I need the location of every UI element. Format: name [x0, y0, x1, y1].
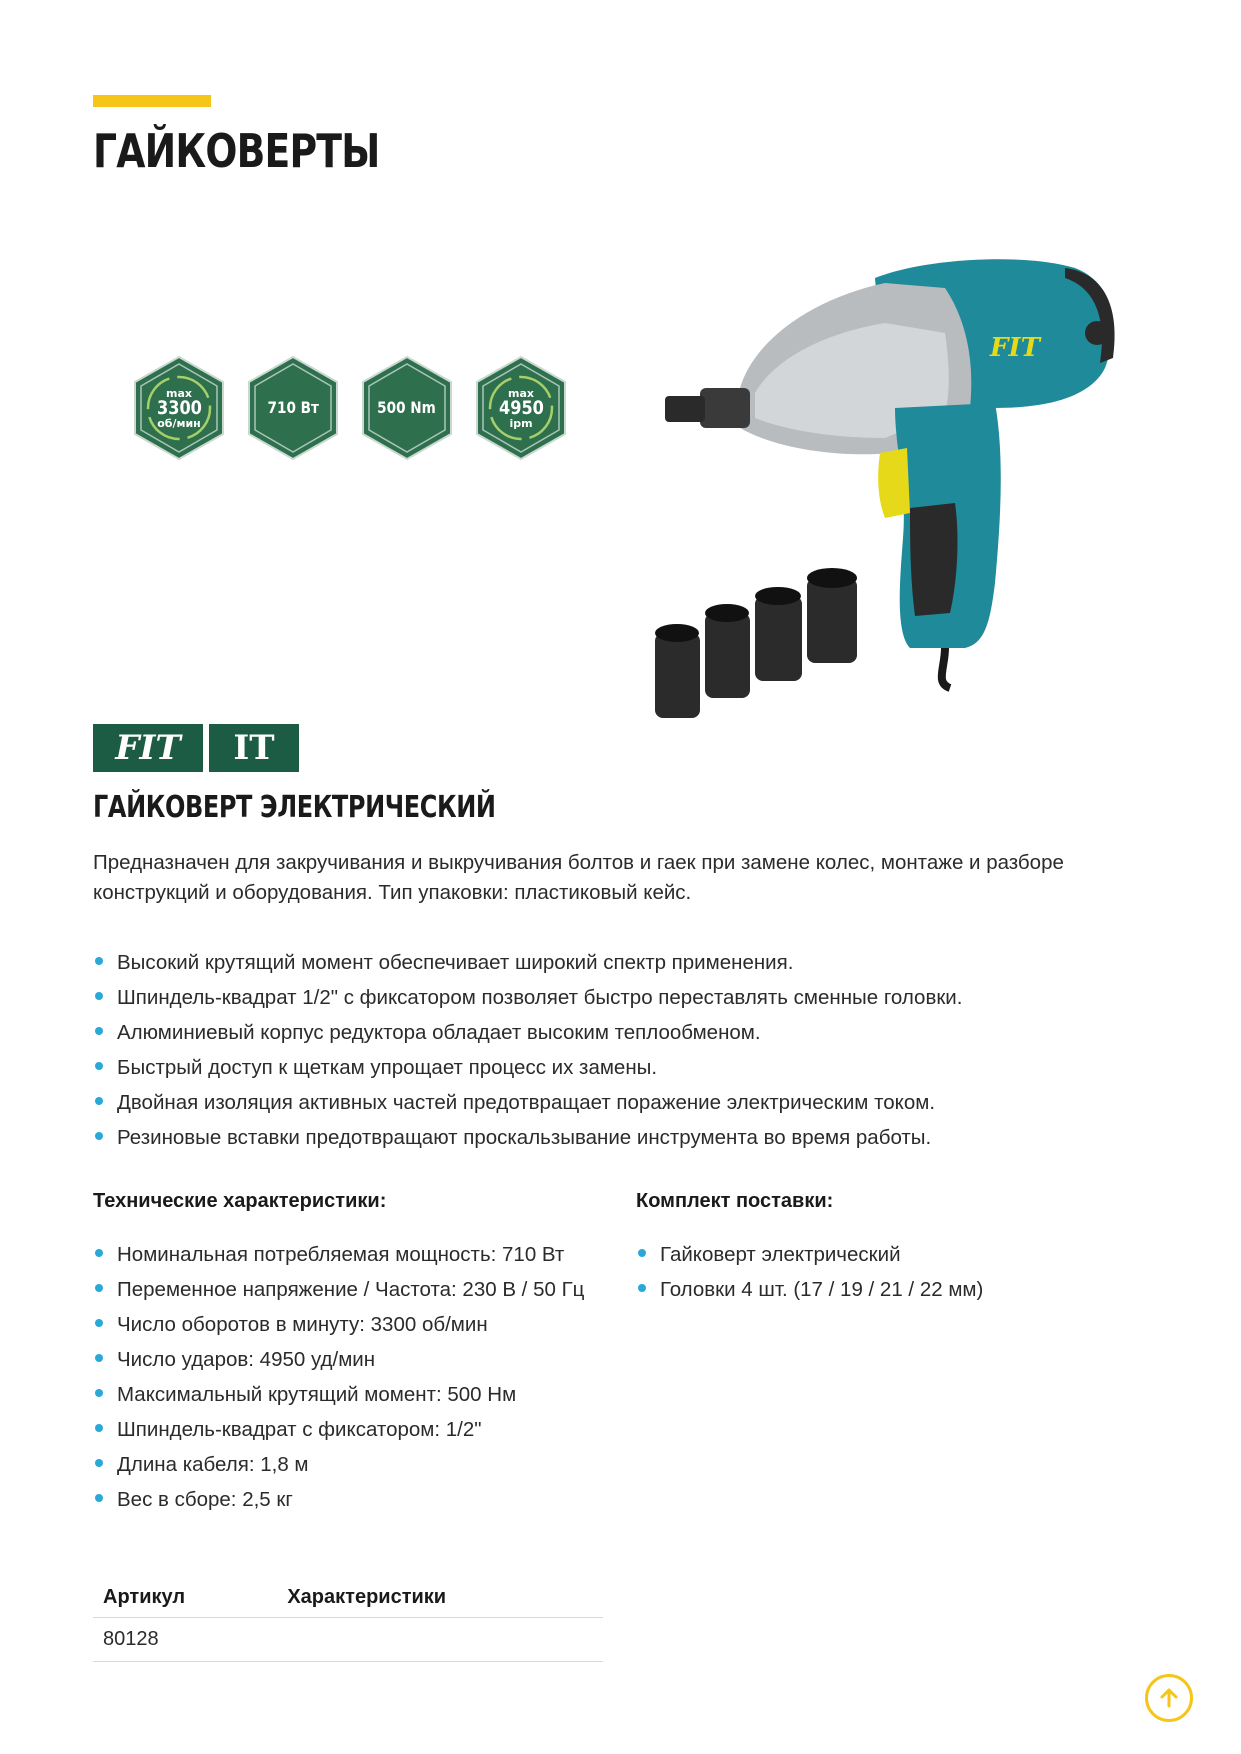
badge-speed [132, 355, 226, 461]
column-header-specs: Характеристики [277, 1578, 603, 1618]
badge-impacts-top: max [508, 386, 534, 400]
list-item: Номинальная потребляемая мощность: 710 Вт [93, 1237, 613, 1272]
badge-speed-value: 3300 [156, 396, 202, 419]
badge-speed-top: max [166, 386, 192, 400]
table-row [93, 1618, 603, 1662]
table-header-row [93, 1578, 603, 1618]
fit-logo: FIT [93, 724, 203, 772]
kit-heading: Комплект поставки: [636, 1190, 834, 1212]
list-item: Головки 4 шт. (17 / 19 / 21 / 22 мм) [636, 1272, 1156, 1307]
list-item: Число ударов: 4950 уд/мин [93, 1342, 613, 1377]
feature-badges [132, 355, 568, 461]
article-table [93, 1578, 603, 1662]
badge-speed-unit: об/мин [157, 416, 201, 430]
list-item: Вес в сборе: 2,5 кг [93, 1482, 613, 1517]
list-item: Длина кабеля: 1,8 м [93, 1447, 613, 1482]
badge-impacts-unit: ipm [509, 416, 533, 430]
title-accent-bar [93, 95, 211, 107]
specs-heading: Технические характеристики: [93, 1190, 387, 1212]
product-title: ГАЙКОВЕРТ ЭЛЕКТРИЧЕСКИЙ [93, 790, 496, 825]
page-title: ГАЙКОВЕРТЫ [93, 124, 380, 178]
list-item: Алюминиевый корпус редуктора обладает высоким теплообменом. [93, 1015, 1143, 1050]
column-header-article: Артикул [93, 1578, 277, 1618]
badge-power-value: 710 Вт [267, 398, 319, 417]
product-description: Предназначен для закручивания и выкручивания болтов и гаек при замене колес, монтаже и разборе конструкций и оборудования. Тип упаковки: пластиковый кейс. [93, 851, 1064, 904]
list-item: Максимальный крутящий момент: 500 Нм [93, 1377, 613, 1412]
arrow-up-icon [1156, 1685, 1182, 1711]
impact-wrench-image [645, 238, 1140, 733]
scroll-top-button[interactable] [1145, 1674, 1193, 1722]
list-item: Шпиндель-квадрат 1/2" с фиксатором позволяет быстро переставлять сменные головки. [93, 980, 1143, 1015]
badge-torque [360, 355, 454, 461]
badge-impacts [474, 355, 568, 461]
svg-text:FIT: FIT [990, 333, 1040, 363]
list-item: Гайковерт электрический [636, 1237, 1156, 1272]
list-item: Высокий крутящий момент обеспечивает широкий спектр применения. [93, 945, 1143, 980]
feature-list [93, 945, 1143, 1155]
specs-list [93, 1237, 613, 1517]
list-item: Резиновые вставки предотвращают проскальзывание инструмента во время работы. [93, 1120, 1143, 1155]
list-item: Число оборотов в минуту: 3300 об/мин [93, 1307, 613, 1342]
article-cell: 80128 [93, 1618, 277, 1662]
list-item: Двойная изоляция активных частей предотвращает поражение электрическим током. [93, 1085, 1143, 1120]
brand-logo [93, 724, 299, 772]
kit-list [636, 1237, 1156, 1307]
badge-impacts-value: 4950 [498, 396, 544, 419]
badge-torque-value: 500 Nm [377, 398, 437, 417]
list-item: Переменное напряжение / Частота: 230 В / 50 Гц [93, 1272, 613, 1307]
specs-cell [277, 1618, 603, 1662]
list-item: Быстрый доступ к щеткам упрощает процесс их замены. [93, 1050, 1143, 1085]
list-item: Шпиндель-квадрат с фиксатором: 1/2" [93, 1412, 613, 1447]
series-logo: IT [209, 724, 299, 772]
badge-power [246, 355, 340, 461]
